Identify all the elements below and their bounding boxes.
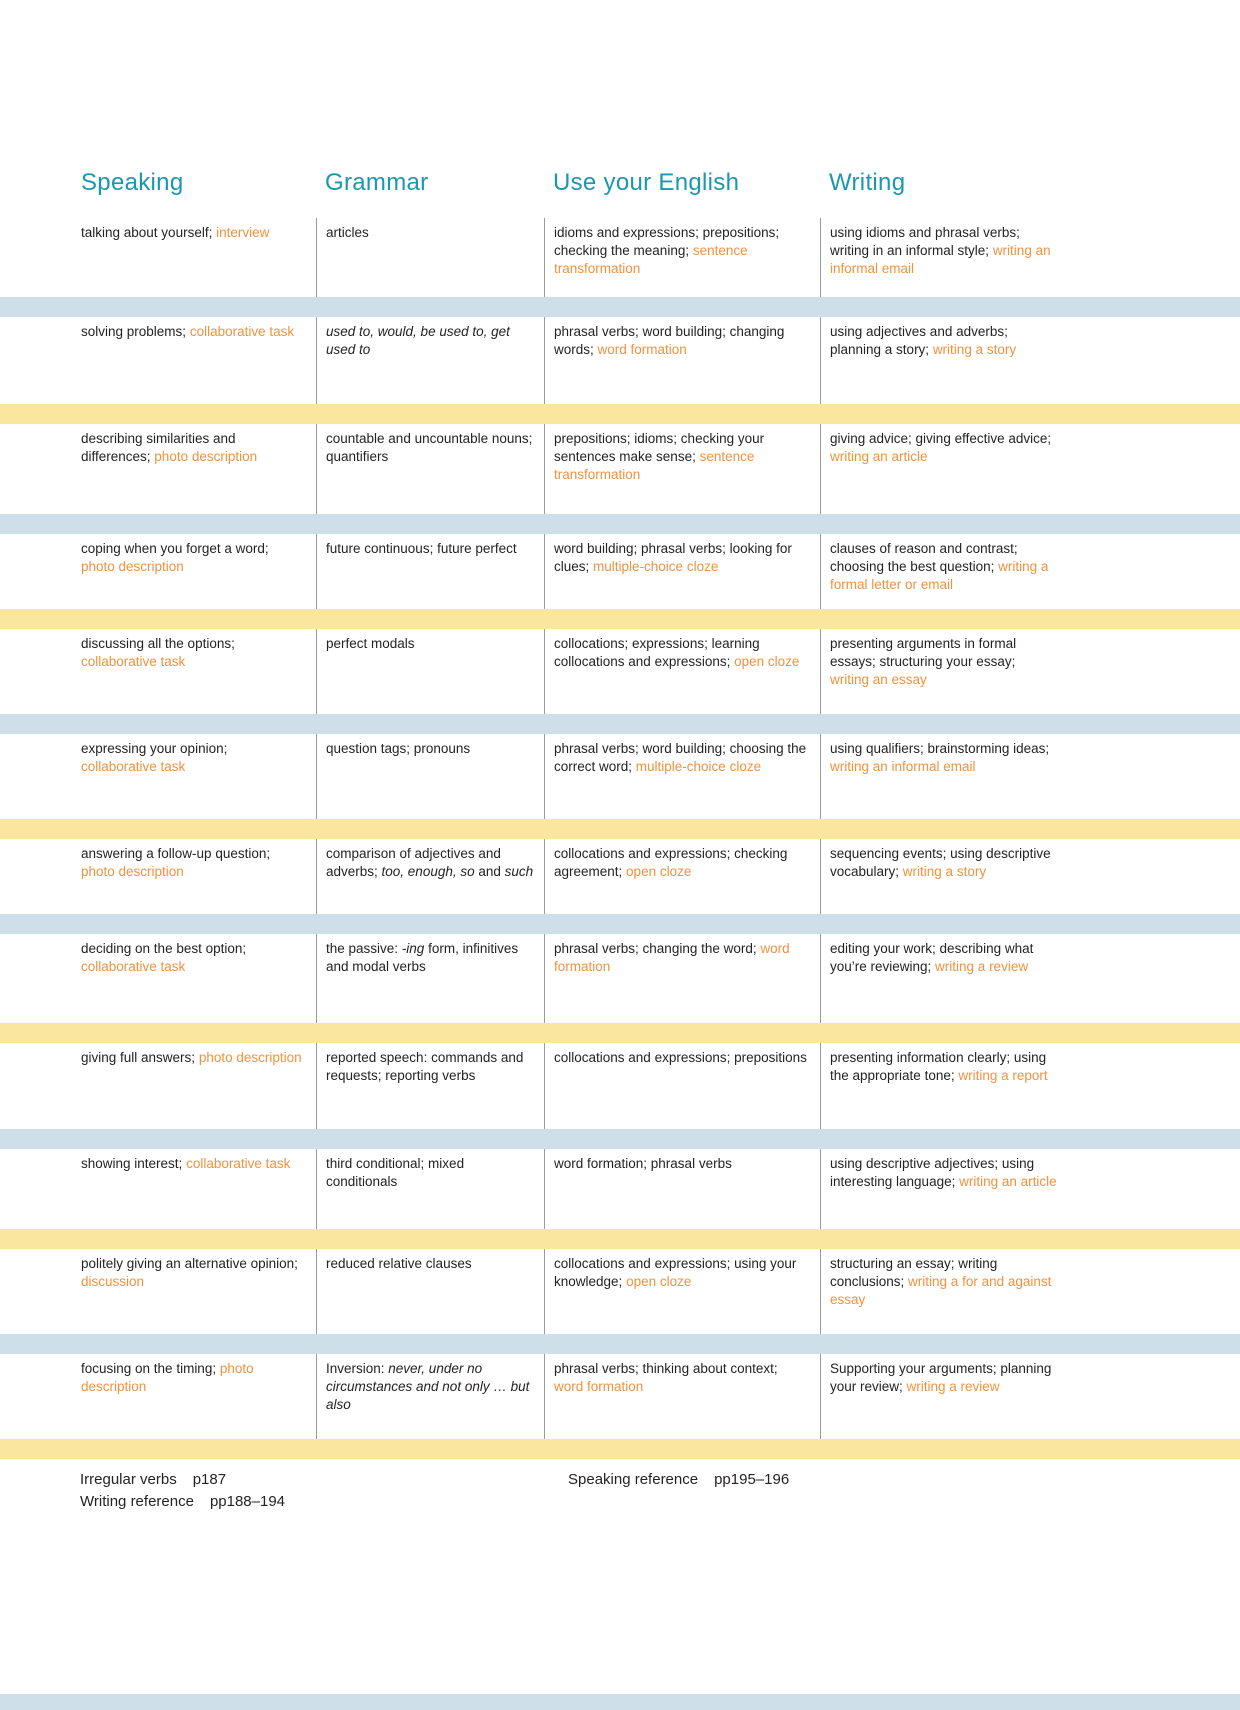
plain-text: collocations; expressions; learning collocations and expressions; — [554, 636, 760, 670]
italic-text: never, under no circumstances and not only … but also — [326, 1361, 530, 1413]
left-margin — [0, 424, 80, 514]
cell-use-your-english — [544, 424, 820, 514]
footer-page-number: pp188–194 — [209, 1493, 286, 1510]
footer-writing-reference — [80, 1491, 1240, 1513]
cell-writing — [820, 629, 1068, 714]
top-margin — [0, 0, 1240, 164]
footer-label: Irregular verbs — [80, 1471, 177, 1488]
plain-text: collocations and expressions; using your knowledge; — [554, 1256, 797, 1290]
separator-band-blue — [0, 914, 1240, 934]
footer-label: Writing reference — [80, 1493, 194, 1510]
syllabus-row-3 — [0, 424, 1240, 514]
accent-text: collaborative task — [81, 654, 186, 670]
accent-text: collaborative task — [189, 324, 295, 339]
cell-grammar — [316, 1249, 544, 1334]
accent-text: writing a review — [906, 1379, 1000, 1395]
left-margin — [0, 164, 80, 198]
accent-text: multiple-choice cloze — [635, 759, 762, 775]
accent-text: writing a for and against essay — [830, 1274, 1052, 1308]
cell-use-your-english — [544, 1249, 820, 1334]
cell-speaking — [80, 424, 316, 514]
plain-text: comparison of adjectives and adverbs; — [326, 846, 501, 880]
separator-band-yellow — [0, 609, 1240, 629]
separator-band-yellow — [0, 1023, 1240, 1043]
cell-writing — [820, 1043, 1068, 1129]
cell-grammar — [316, 218, 544, 297]
left-margin — [0, 629, 80, 714]
accent-text: sentence transformation — [554, 449, 755, 483]
footer-page-number: p187 — [192, 1471, 227, 1488]
plain-text: word formation; phrasal verbs — [554, 1156, 732, 1171]
plain-text: perfect modals — [326, 636, 415, 651]
separator-band-yellow — [0, 1439, 1240, 1459]
left-margin — [0, 1249, 80, 1334]
syllabus-row-9 — [0, 1043, 1240, 1129]
footer — [0, 1459, 1240, 1513]
plain-text: showing interest; — [81, 1156, 187, 1171]
italic-text: such — [504, 864, 534, 880]
left-margin — [0, 534, 80, 609]
accent-text: sentence transformation — [554, 243, 748, 277]
cell-grammar — [316, 629, 544, 714]
plain-text: idioms and expressions; prepositions; checking the meaning; — [554, 225, 780, 259]
accent-text: word formation — [554, 941, 790, 975]
plain-text: question tags; pronouns — [326, 741, 471, 756]
cell-writing — [820, 934, 1068, 1023]
plain-text: using descriptive adjectives; using interesting language; — [830, 1156, 1035, 1190]
plain-text: giving advice; giving effective advice; — [830, 431, 1052, 446]
accent-text: photo description — [81, 559, 184, 575]
cell-speaking — [80, 1043, 316, 1129]
cell-grammar — [316, 534, 544, 609]
footer-page-number: pp195–196 — [714, 1471, 790, 1488]
cell-speaking — [80, 1354, 316, 1439]
plain-text: collocations and expressions; checking agreement; — [554, 846, 788, 880]
cell-writing — [820, 1354, 1068, 1439]
plain-text: countable and uncountable nouns; quantifiers — [326, 431, 533, 465]
cell-use-your-english — [544, 1043, 820, 1129]
plain-text: coping when you forget a word; — [81, 541, 269, 556]
bottom-band — [0, 1694, 1240, 1710]
syllabus-row-8 — [0, 934, 1240, 1023]
plain-text: phrasal verbs; word building; changing words; — [554, 324, 785, 358]
plain-text: articles — [326, 225, 369, 240]
plain-text: using idioms and phrasal verbs; writing in an informal style; — [830, 225, 1020, 259]
accent-text: photo description — [81, 1361, 254, 1395]
left-margin — [0, 317, 80, 404]
plain-text: talking about yourself; — [81, 225, 217, 240]
cell-speaking — [80, 629, 316, 714]
italic-text: too, enough, so — [381, 864, 475, 880]
plain-text: prepositions; idioms; checking your sentences make sense; — [554, 431, 765, 465]
plain-text: sequencing events; using descriptive vocabulary; — [830, 846, 1051, 880]
cell-writing — [820, 317, 1068, 404]
plain-text: and — [474, 864, 505, 880]
syllabus-row-5 — [0, 629, 1240, 714]
plain-text: editing your work; describing what you’re reviewing; — [830, 941, 1034, 975]
cell-use-your-english — [544, 1354, 820, 1439]
plain-text: phrasal verbs; changing the word; — [554, 941, 761, 956]
plain-text: discussing all the options; — [81, 636, 235, 651]
plain-text: word building; phrasal verbs; looking for clues; — [554, 541, 792, 575]
plain-text: presenting arguments in formal essays; structuring your essay; — [830, 636, 1017, 670]
column-header-speaking: Speaking — [81, 169, 184, 196]
cell-writing — [820, 534, 1068, 609]
cell-writing — [820, 1249, 1068, 1334]
cell-grammar — [316, 1354, 544, 1439]
syllabus-row-11 — [0, 1249, 1240, 1334]
cell-use-your-english — [544, 734, 820, 819]
plain-text: the passive: — [326, 941, 402, 956]
left-margin — [0, 934, 80, 1023]
accent-text: writing a story — [932, 342, 1017, 358]
plain-text: clauses of reason and contrast; choosing the best question; — [830, 541, 1018, 575]
plain-text: politely giving an alternative opinion; — [81, 1256, 298, 1271]
accent-text: writing a story — [902, 864, 987, 880]
footer-speaking-reference — [568, 1469, 789, 1491]
cell-grammar — [316, 317, 544, 404]
cell-speaking — [80, 734, 316, 819]
plain-text: deciding on the best option; — [81, 941, 247, 956]
plain-text: giving full answers; — [81, 1050, 199, 1065]
plain-text: collocations and expressions; prepositions — [554, 1050, 807, 1065]
accent-text: collaborative task — [81, 759, 186, 775]
italic-text: -ing — [401, 941, 425, 956]
cell-use-your-english — [544, 629, 820, 714]
plain-text: reduced relative clauses — [326, 1256, 472, 1271]
syllabus-table — [0, 218, 1240, 1459]
plain-text: structuring an essay; writing conclusions; — [830, 1256, 998, 1290]
separator-band-yellow — [0, 819, 1240, 839]
accent-text: writing an informal email — [830, 759, 976, 775]
separator-band-blue — [0, 1334, 1240, 1354]
accent-text: writing an article — [959, 1174, 1057, 1190]
accent-text: open cloze — [626, 864, 692, 880]
syllabus-row-12 — [0, 1354, 1240, 1439]
plain-text: expressing your opinion; — [81, 741, 228, 756]
separator-band-yellow — [0, 404, 1240, 424]
cell-use-your-english — [544, 534, 820, 609]
column-header-grammar: Grammar — [325, 169, 429, 196]
plain-text: phrasal verbs; thinking about context; — [554, 1361, 778, 1376]
syllabus-row-4 — [0, 534, 1240, 609]
cell-writing — [820, 424, 1068, 514]
accent-text: word formation — [597, 342, 687, 358]
plain-text: phrasal verbs; word building; choosing the correct word; — [554, 741, 807, 775]
plain-text: using qualifiers; brainstorming ideas; — [830, 741, 1050, 756]
accent-text: writing a formal letter or email — [830, 559, 1049, 593]
accent-text: discussion — [81, 1274, 145, 1290]
accent-text: open cloze — [626, 1274, 692, 1290]
cell-grammar — [316, 839, 544, 914]
accent-text: word formation — [554, 1379, 644, 1395]
syllabus-row-6 — [0, 734, 1240, 819]
cell-speaking — [80, 1149, 316, 1229]
accent-text: multiple-choice cloze — [593, 559, 719, 575]
column-headers — [0, 164, 1240, 198]
separator-band-blue — [0, 714, 1240, 734]
cell-grammar — [316, 1149, 544, 1229]
separator-band-blue — [0, 297, 1240, 317]
accent-text: writing a review — [935, 959, 1029, 975]
cell-writing — [820, 839, 1068, 914]
plain-text: form, infinitives and modal verbs — [326, 941, 519, 975]
cell-use-your-english — [544, 934, 820, 1023]
syllabus-row-2 — [0, 317, 1240, 404]
cell-speaking — [80, 534, 316, 609]
cell-speaking — [80, 218, 316, 297]
cell-use-your-english — [544, 317, 820, 404]
cell-use-your-english — [544, 218, 820, 297]
plain-text: reported speech: commands and requests; reporting verbs — [326, 1050, 524, 1084]
left-margin — [0, 1043, 80, 1129]
left-margin — [0, 218, 80, 297]
plain-text: describing similarities and differences; — [81, 431, 236, 465]
accent-text: interview — [216, 225, 270, 240]
column-header-use-your-english: Use your English — [553, 169, 740, 196]
left-margin — [0, 1354, 80, 1439]
cell-speaking — [80, 317, 316, 404]
cell-writing — [820, 734, 1068, 819]
plain-text: Inversion: — [326, 1361, 389, 1376]
syllabus-row-10 — [0, 1149, 1240, 1229]
accent-text: open cloze — [734, 654, 800, 670]
syllabus-row-1 — [0, 218, 1240, 297]
plain-text: third conditional; mixed conditionals — [326, 1156, 465, 1190]
accent-text: writing an informal email — [830, 243, 1051, 277]
footer-label: Speaking reference — [568, 1471, 699, 1488]
accent-text: writing an essay — [830, 672, 927, 688]
separator-band-blue — [0, 514, 1240, 534]
plain-text: presenting information clearly; using the appropriate tone; — [830, 1050, 1047, 1084]
cell-grammar — [316, 734, 544, 819]
cell-writing — [820, 1149, 1068, 1229]
plain-text: focusing on the timing; — [81, 1361, 220, 1376]
italic-text: used to, would, be used to, get used to — [326, 324, 510, 358]
separator-band-yellow — [0, 1229, 1240, 1249]
left-margin — [0, 1149, 80, 1229]
cell-grammar — [316, 1043, 544, 1129]
cell-speaking — [80, 1249, 316, 1334]
plain-text: future continuous; future perfect — [326, 541, 517, 556]
accent-text: writing an article — [830, 449, 928, 465]
plain-text: Supporting your arguments; planning your review; — [830, 1361, 1052, 1395]
cell-use-your-english — [544, 1149, 820, 1229]
accent-text: collaborative task — [81, 959, 186, 975]
cell-grammar — [316, 934, 544, 1023]
accent-text: photo description — [81, 864, 184, 880]
plain-text: using adjectives and adverbs; planning a story; — [830, 324, 1008, 358]
separator-band-blue — [0, 1129, 1240, 1149]
cell-speaking — [80, 934, 316, 1023]
accent-text: collaborative task — [186, 1156, 291, 1171]
syllabus-row-7 — [0, 839, 1240, 914]
plain-text: answering a follow-up question; — [81, 846, 271, 861]
left-margin — [0, 734, 80, 819]
accent-text: photo description — [154, 449, 258, 465]
plain-text: solving problems; — [81, 324, 190, 339]
cell-speaking — [80, 839, 316, 914]
accent-text: writing a report — [958, 1068, 1048, 1084]
left-margin — [0, 839, 80, 914]
cell-grammar — [316, 424, 544, 514]
accent-text: photo description — [198, 1050, 302, 1065]
column-header-writing: Writing — [829, 169, 906, 196]
cell-use-your-english — [544, 839, 820, 914]
cell-writing — [820, 218, 1068, 297]
